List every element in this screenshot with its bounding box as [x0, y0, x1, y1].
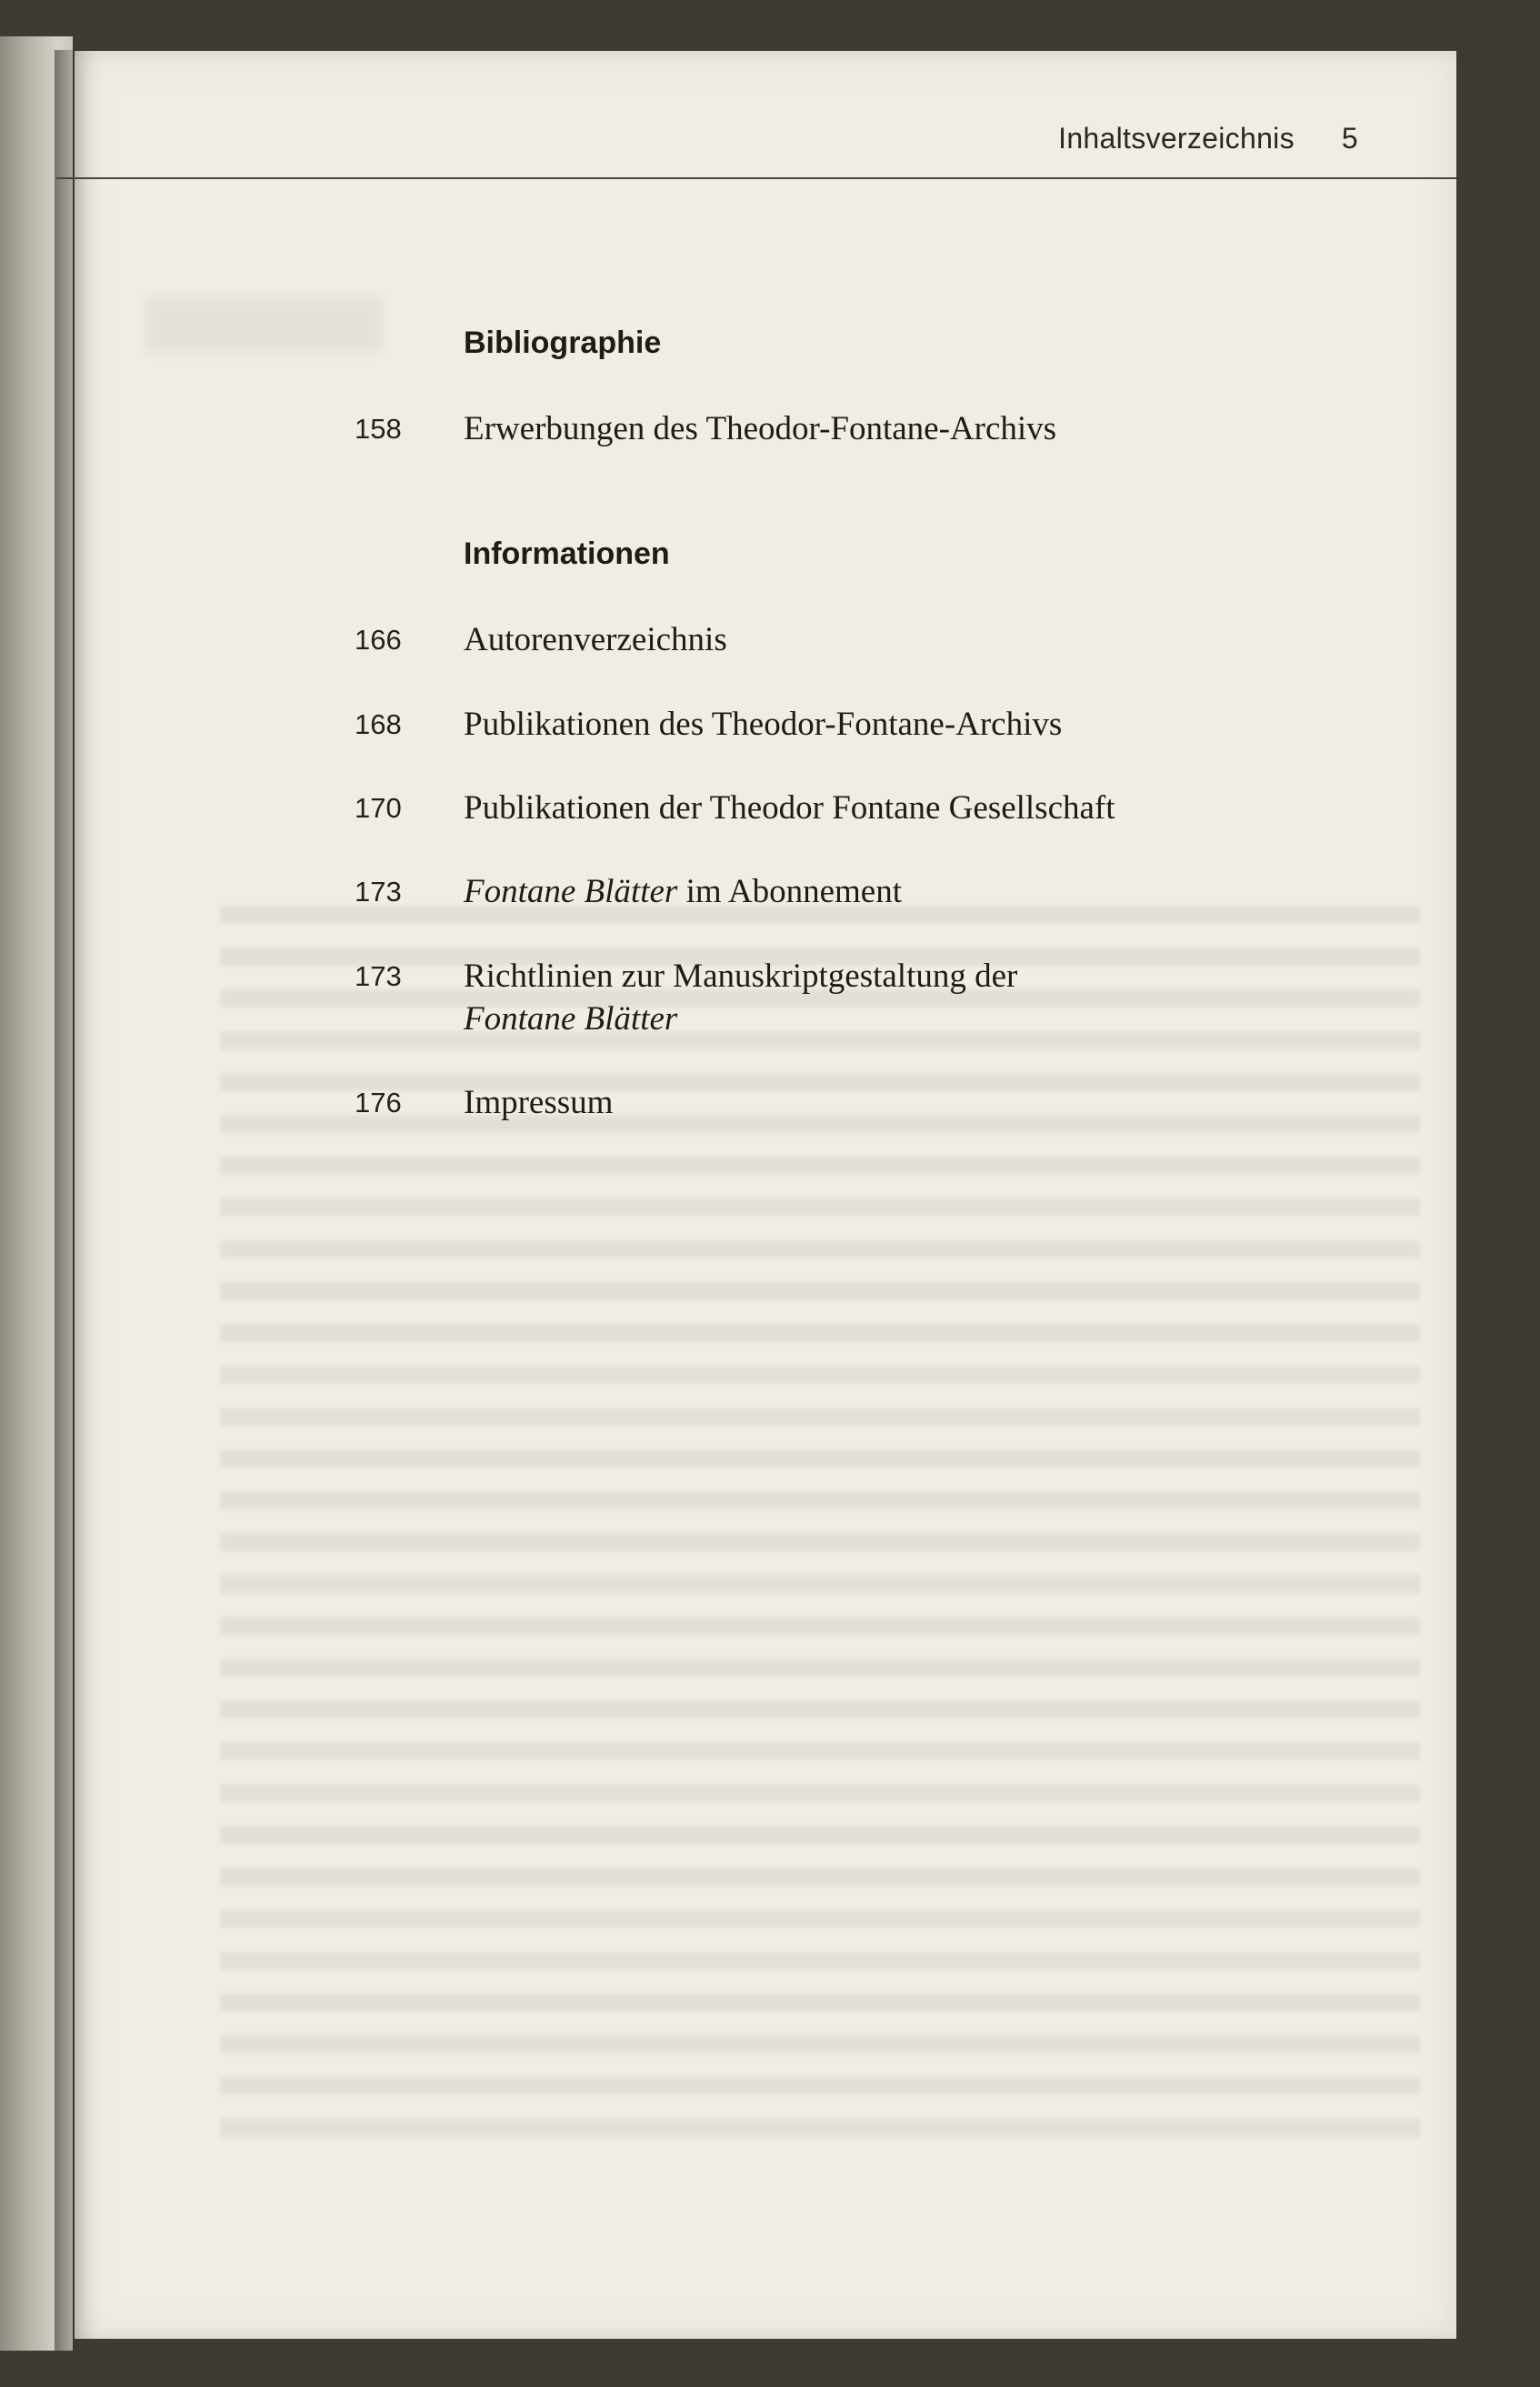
toc-page-number: 176 [355, 1087, 402, 1118]
toc-entry-title-rest: im Abonnement [677, 873, 902, 910]
toc-page-number: 158 [355, 413, 402, 445]
section-heading-informationen: Informationen [464, 537, 670, 571]
toc-page-number: 166 [355, 624, 402, 656]
toc-entry-title: Impressum [464, 1084, 614, 1121]
toc-page-number: 168 [355, 708, 402, 740]
section-heading-bibliographie: Bibliographie [464, 326, 662, 360]
toc-entry-title [464, 870, 902, 913]
header-rule [56, 177, 1456, 179]
table-of-contents-page [75, 51, 1456, 2339]
running-head [1058, 122, 1358, 155]
running-head-title: Inhaltsverzeichnis [1058, 122, 1295, 155]
toc-entry-title-line2-italic: Fontane Blätter [464, 1000, 678, 1038]
toc-entry-title: Publikationen der Theodor Fontane Gesellschaft [464, 789, 1115, 827]
toc-page-number: 173 [355, 960, 402, 992]
toc-entry-title: Erwerbungen des Theodor-Fontane-Archivs [464, 410, 1057, 447]
bleed-through-heading [145, 296, 382, 353]
toc-page-number: 170 [355, 792, 402, 824]
toc-entry-title: Publikationen des Theodor-Fontane-Archivs [464, 706, 1063, 743]
toc-entry-title-line1: Richtlinien zur Manuskriptgestaltung der [464, 958, 1018, 995]
toc-entry-title-italic: Fontane Blätter [464, 873, 678, 910]
page-number: 5 [1341, 122, 1358, 155]
toc-page-number: 173 [355, 876, 402, 908]
toc-entry-title: Autorenverzeichnis [464, 621, 727, 658]
toc-entry-title [464, 955, 1017, 1040]
